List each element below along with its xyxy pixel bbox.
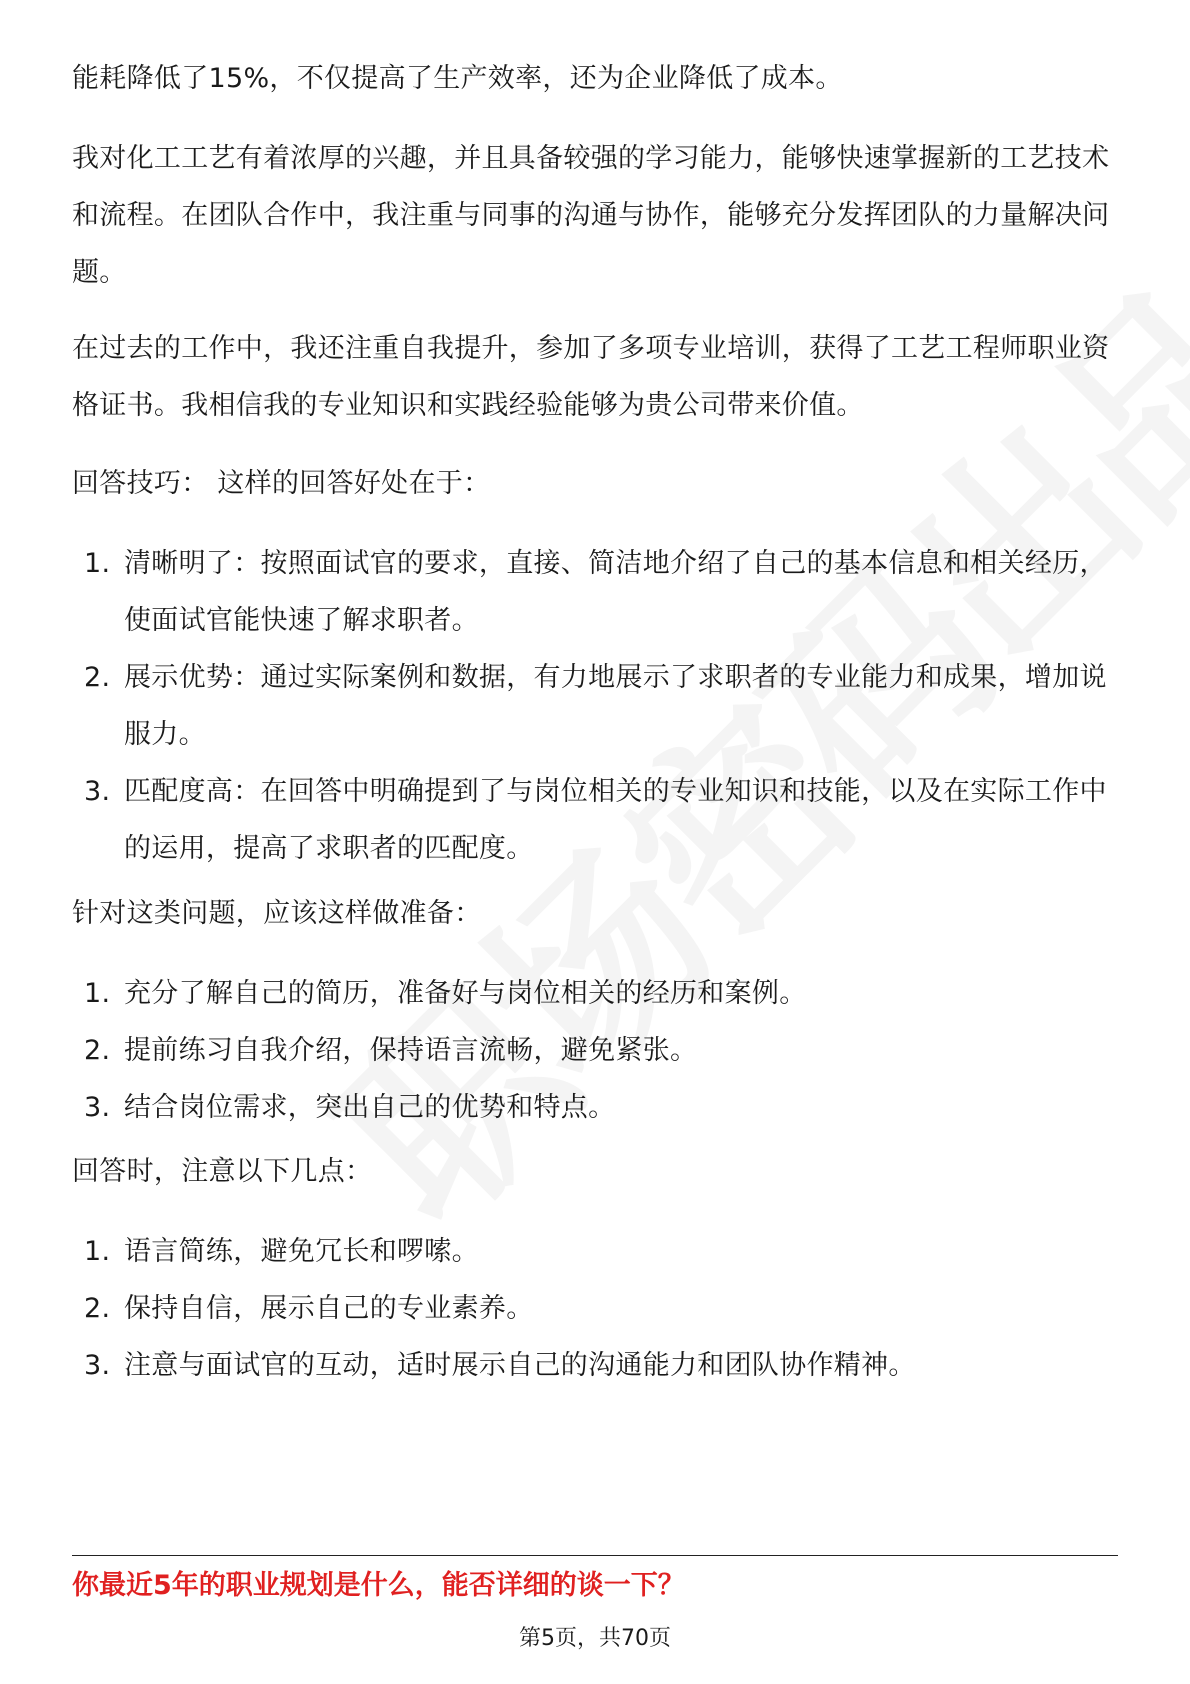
list-item: 1. 充分了解自己的简历，准备好与岗位相关的经历和案例。 xyxy=(84,978,807,1009)
notes-list xyxy=(72,1223,1118,1394)
paragraph-energy: 能耗降低了15%，不仅提高了生产效率，还为企业降低了成本。 xyxy=(72,63,843,94)
prep-heading: 针对这类问题，应该这样做准备： xyxy=(72,898,482,929)
list-item: 3. 结合岗位需求，突出自己的优势和特点。 xyxy=(84,1092,616,1123)
list-item: 2. 展示优势：通过实际案例和数据，有力地展示了求职者的专业能力和成果，增加说服力。 xyxy=(84,662,1107,750)
tips-heading: 回答技巧： 这样的回答好处在于： xyxy=(72,468,491,499)
paragraph-interest: 我对化工工艺有着浓厚的兴趣，并且具备较强的学习能力，能够快速掌握新的工艺技术和流程。在团队合作中，我注重与同事的沟通与协作，能够充分发挥团队的力量解决问题。 xyxy=(72,143,1110,288)
paragraph-training: 在过去的工作中，我还注重自我提升，参加了多项专业培训，获得了工艺工程师职业资格证书。我相信我的专业知识和实践经验能够为贵公司带来价值。 xyxy=(72,333,1110,421)
notes-heading: 回答时，注意以下几点： xyxy=(72,1156,373,1187)
section-divider xyxy=(72,1555,1118,1556)
list-item: 2. 保持自信，展示自己的专业素养。 xyxy=(84,1293,534,1324)
list-item: 3. 匹配度高：在回答中明确提到了与岗位相关的专业知识和技能，以及在实际工作中的运用，提高了求职者的匹配度。 xyxy=(84,776,1107,864)
list-item: 2. 提前练习自我介绍，保持语言流畅，避免紧张。 xyxy=(84,1035,698,1066)
page-number-footer: 第5页，共70页 xyxy=(519,1626,671,1651)
list-item: 1. 清晰明了：按照面试官的要求，直接、简洁地介绍了自己的基本信息和相关经历，使面试官能快速了解求职者。 xyxy=(84,548,1107,636)
list-item: 3. 注意与面试官的互动，适时展示自己的沟通能力和团队协作精神。 xyxy=(84,1350,916,1381)
list-item: 1. 语言简练，避免冗长和啰嗦。 xyxy=(84,1236,479,1267)
next-question-heading: 你最近5年的职业规划是什么，能否详细的谈一下？ xyxy=(72,1570,685,1601)
prep-list xyxy=(72,965,1118,1136)
tips-list xyxy=(72,535,1118,877)
